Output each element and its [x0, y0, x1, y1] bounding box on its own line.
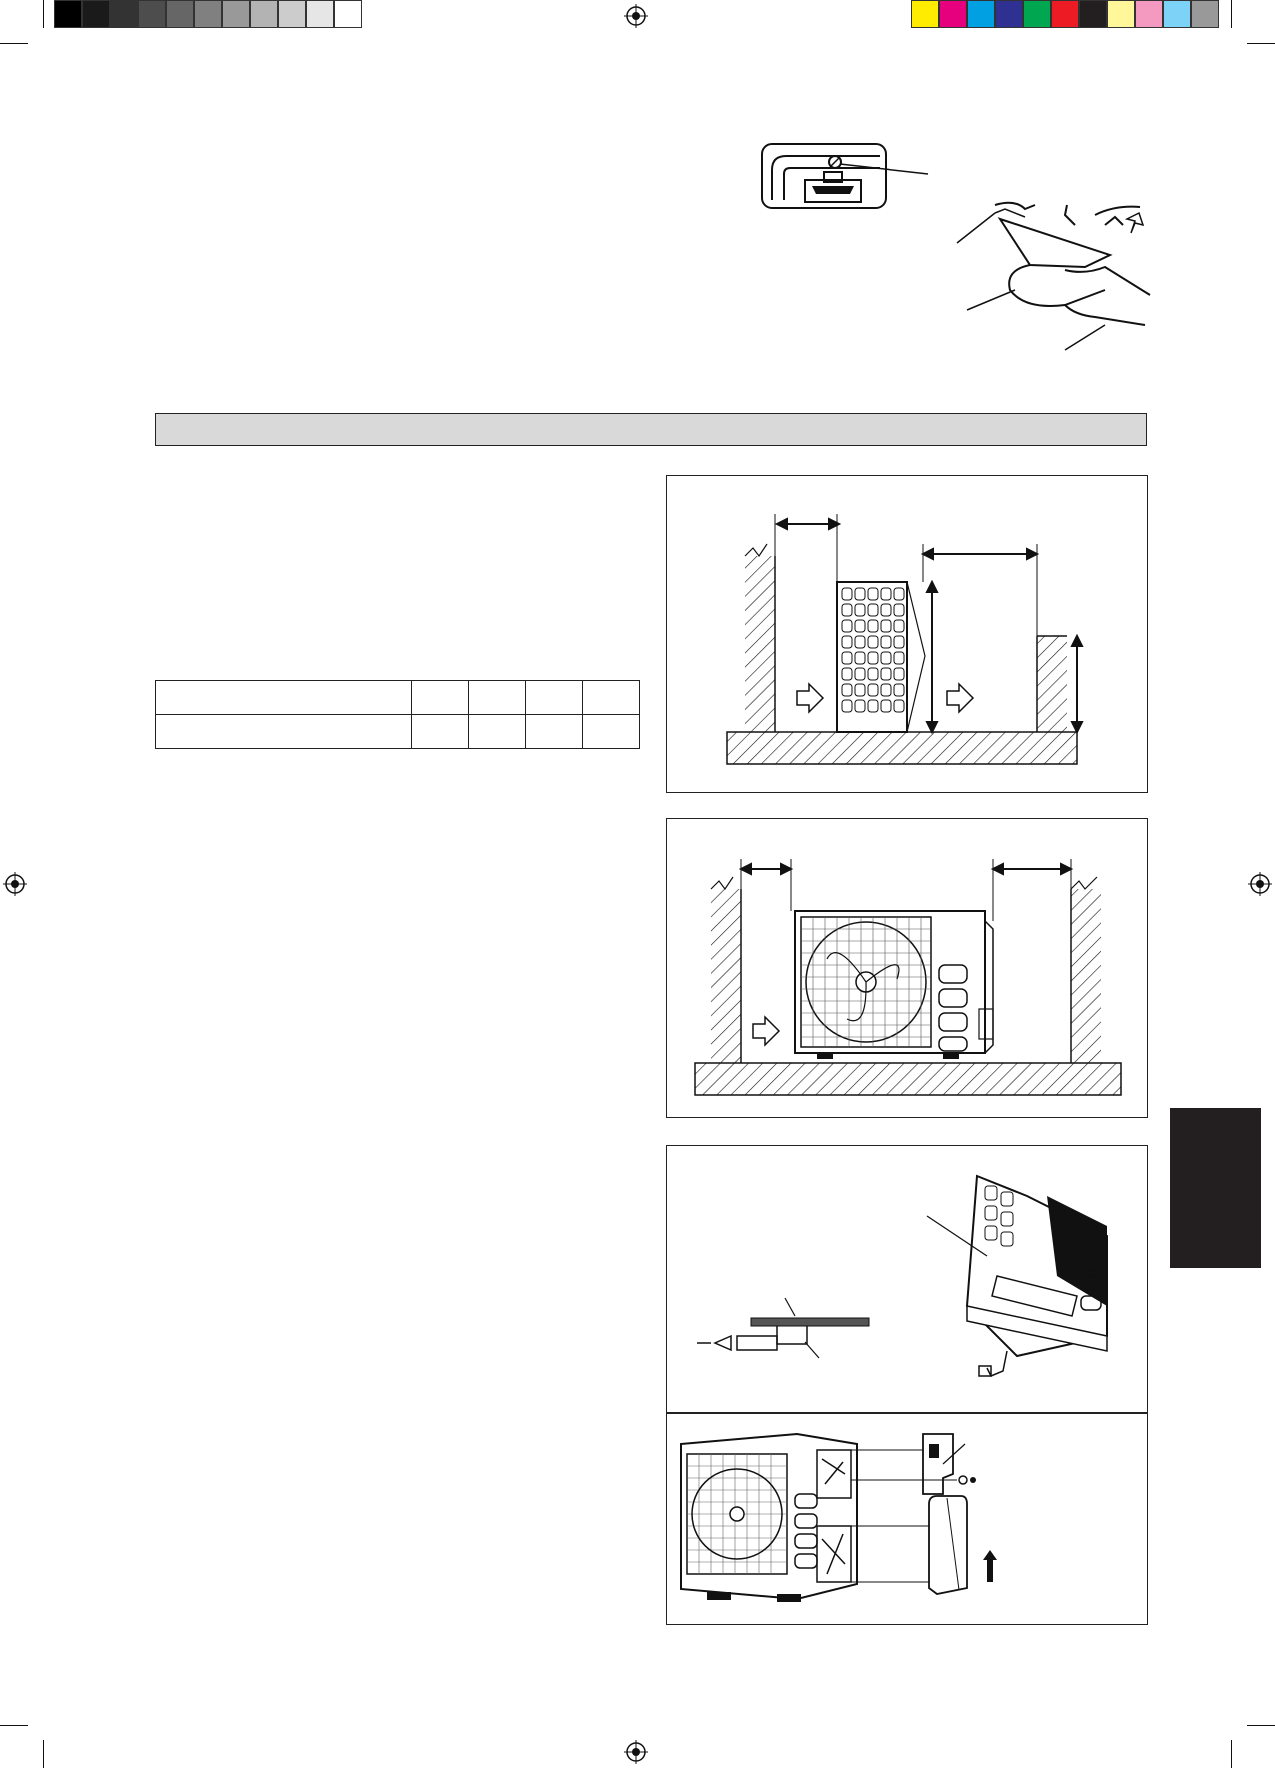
figure-clearance-front: [666, 818, 1148, 1118]
table-cell: [583, 681, 640, 715]
crop-mark: [0, 43, 28, 44]
color-swatch: [82, 0, 110, 28]
color-swatch: [166, 0, 194, 28]
color-swatch: [967, 0, 995, 28]
grayscale-color-bar: [54, 0, 362, 28]
registration-mark-icon: [624, 1740, 648, 1764]
color-swatch: [911, 0, 939, 28]
color-swatch: [250, 0, 278, 28]
outdoor-unit-front-diagram-icon: [667, 819, 1149, 1119]
process-color-bar: [911, 0, 1219, 28]
table-row: [156, 681, 640, 715]
crop-mark: [0, 1725, 28, 1726]
crop-mark: [1231, 1740, 1232, 1768]
color-swatch: [194, 0, 222, 28]
crop-mark: [1247, 43, 1275, 44]
table-cell: [469, 715, 526, 749]
color-swatch: [54, 0, 82, 28]
table-cell: [526, 681, 583, 715]
drain-elbow-diagram-icon: [667, 1146, 1149, 1412]
figure-drain-and-cover: [666, 1145, 1148, 1625]
color-swatch: [222, 0, 250, 28]
table-cell: [412, 715, 469, 749]
registration-mark-icon: [3, 872, 27, 896]
color-swatch: [1135, 0, 1163, 28]
color-swatch: [138, 0, 166, 28]
color-swatch: [1163, 0, 1191, 28]
figure-clearance-side: [666, 475, 1148, 793]
color-swatch: [1191, 0, 1219, 28]
crop-mark: [1231, 0, 1232, 28]
section-header-bar: [155, 413, 1147, 446]
outdoor-unit-side-diagram-icon: [667, 476, 1149, 794]
table-cell: [156, 681, 412, 715]
color-swatch: [1079, 0, 1107, 28]
table-cell: [412, 681, 469, 715]
table-cell: [469, 681, 526, 715]
crop-mark: [1247, 1725, 1275, 1726]
color-swatch: [278, 0, 306, 28]
flare-hand-icon: [955, 195, 1155, 355]
language-side-tab: [1170, 1108, 1261, 1268]
table-cell: [156, 715, 412, 749]
clearance-table: [155, 680, 640, 749]
crop-mark: [43, 0, 44, 28]
table-cell: [583, 715, 640, 749]
color-swatch: [334, 0, 362, 28]
color-swatch: [110, 0, 138, 28]
color-swatch: [1051, 0, 1079, 28]
crop-mark: [43, 1740, 44, 1768]
registration-mark-icon: [1248, 872, 1272, 896]
terminal-screw-icon: [760, 142, 940, 212]
table-cell: [526, 715, 583, 749]
color-swatch: [1107, 0, 1135, 28]
color-swatch: [995, 0, 1023, 28]
registration-mark-icon: [624, 4, 648, 28]
table-row: [156, 715, 640, 749]
color-swatch: [939, 0, 967, 28]
color-swatch: [1023, 0, 1051, 28]
piping-cover-diagram-icon: [667, 1414, 1149, 1624]
color-swatch: [306, 0, 334, 28]
